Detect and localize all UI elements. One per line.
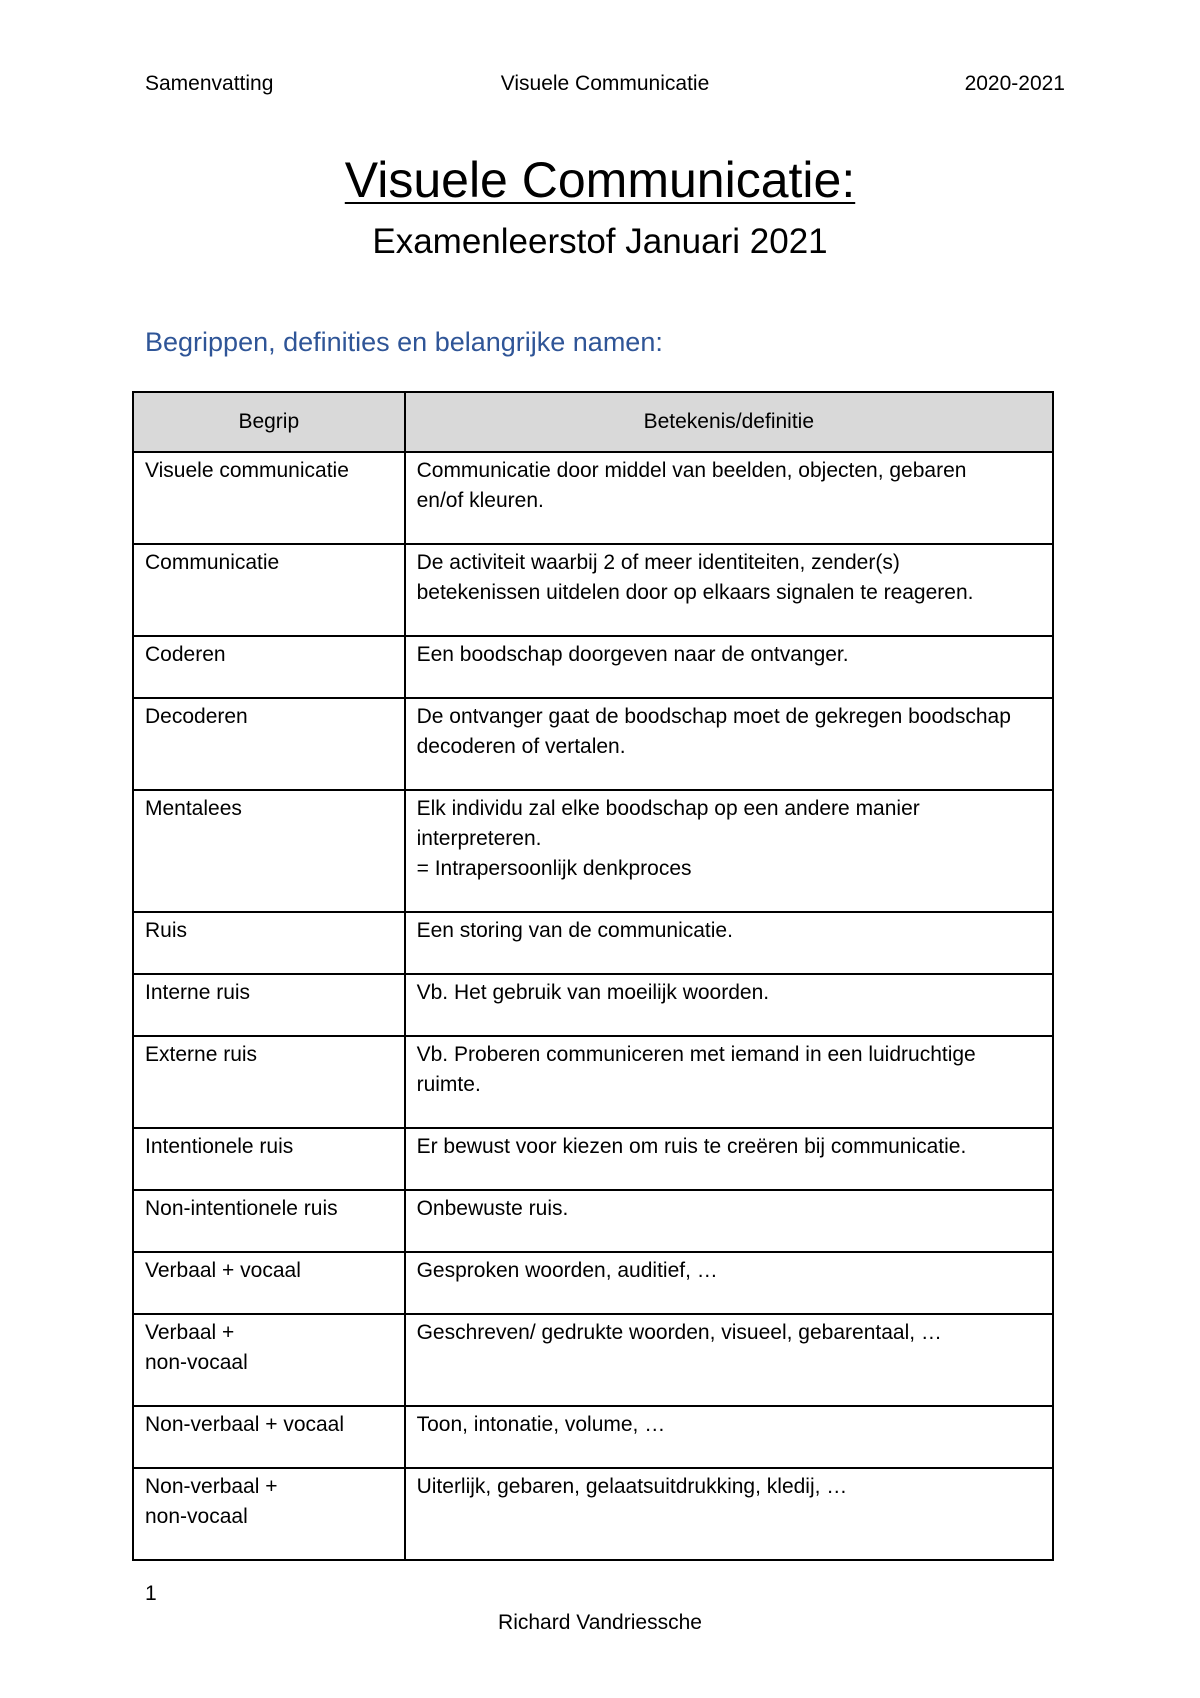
definition-cell: [405, 790, 1053, 912]
definition-text: Een boodschap doorgeven naar de ontvanger.: [416, 643, 849, 666]
definition-cell: [405, 1036, 1053, 1128]
table-row: [133, 1468, 1053, 1560]
definition-text: Onbewuste ruis.: [416, 1197, 569, 1220]
term-cell: [133, 1406, 405, 1468]
definition-text: Vb. Proberen communiceren met iemand in een luidruchtige: [416, 1043, 976, 1066]
definition-cell: [405, 1406, 1053, 1468]
term-text: Externe ruis: [145, 1043, 258, 1066]
column-header-definition: Betekenis/definitie: [405, 392, 1053, 452]
term-text: Visuele communicatie: [145, 459, 349, 482]
table-row: [133, 544, 1053, 636]
page-header: [145, 72, 1065, 102]
table-row: [133, 1252, 1053, 1314]
definition-text: Er bewust voor kiezen om ruis te creëren bij communicatie.: [416, 1135, 967, 1158]
document-title: Visuele Communicatie:: [344, 152, 856, 208]
definition-text: Elk individu zal elke boodschap op een andere manier: [416, 797, 920, 820]
section-heading: Begrippen, definities en belangrijke namen:: [145, 327, 663, 357]
term-cell: [133, 636, 405, 698]
table-row: [133, 1190, 1053, 1252]
definition-cell: [405, 452, 1053, 544]
table-row: [133, 636, 1053, 698]
table-row: [133, 1406, 1053, 1468]
term-cell: [133, 790, 405, 912]
header-center: Visuele Communicatie: [500, 72, 710, 95]
table-row: [133, 974, 1053, 1036]
definition-text: Gesproken woorden, auditief, …: [416, 1259, 718, 1282]
header-right: 2020-2021: [964, 72, 1065, 95]
definition-text: decoderen of vertalen.: [416, 735, 626, 758]
term-text: Non-intentionele ruis: [145, 1197, 338, 1220]
term-text: Intentionele ruis: [145, 1135, 294, 1158]
term-text: Verbaal + vocaal: [145, 1259, 301, 1282]
term-text: Mentalees: [145, 797, 242, 820]
term-text: Interne ruis: [145, 981, 251, 1004]
definition-text: De activiteit waarbij 2 of meer identiteiten, zender(s): [416, 551, 900, 574]
term-text: Verbaal +: [145, 1321, 235, 1344]
table-row: [133, 452, 1053, 544]
definition-cell: [405, 544, 1053, 636]
term-text: Non-verbaal + vocaal: [145, 1413, 345, 1436]
definition-text: Geschreven/ gedrukte woorden, visueel, gebarentaal, …: [416, 1321, 942, 1344]
term-cell: [133, 1036, 405, 1128]
table-row: [133, 1314, 1053, 1406]
term-cell: [133, 1128, 405, 1190]
term-text: Ruis: [145, 919, 188, 942]
table-row: [133, 790, 1053, 912]
definition-cell: [405, 1128, 1053, 1190]
term-text: non-vocaal: [145, 1505, 248, 1528]
definition-text: Toon, intonatie, volume, …: [416, 1413, 666, 1436]
table-header-row: [133, 392, 1053, 452]
term-cell: [133, 1314, 405, 1406]
definition-text: Een storing van de communicatie.: [416, 919, 733, 942]
term-text: Non-verbaal +: [145, 1475, 278, 1498]
table-row: [133, 912, 1053, 974]
table-row: [133, 698, 1053, 790]
document-subtitle: Examenleerstof Januari 2021: [372, 222, 828, 261]
definition-cell: [405, 1314, 1053, 1406]
term-cell: [133, 912, 405, 974]
definition-cell: [405, 912, 1053, 974]
table-row: [133, 1036, 1053, 1128]
page-number: 1: [145, 1582, 157, 1605]
term-cell: [133, 1252, 405, 1314]
header-left: Samenvatting: [145, 72, 274, 95]
definition-text: De ontvanger gaat de boodschap moet de gekregen boodschap: [416, 705, 1011, 728]
definition-cell: [405, 974, 1053, 1036]
term-cell: [133, 698, 405, 790]
definition-text: ruimte.: [416, 1073, 481, 1096]
term-cell: [133, 452, 405, 544]
definition-cell: [405, 1190, 1053, 1252]
definition-text: betekenissen uitdelen door op elkaars signalen te reageren.: [416, 581, 974, 604]
definition-text: Uiterlijk, gebaren, gelaatsuitdrukking, kledij, …: [416, 1475, 848, 1498]
definition-cell: [405, 636, 1053, 698]
term-text: non-vocaal: [145, 1351, 248, 1374]
term-cell: [133, 1468, 405, 1560]
definition-text: Communicatie door middel van beelden, objecten, gebaren: [416, 459, 967, 482]
term-cell: [133, 544, 405, 636]
column-header-term: Begrip: [133, 392, 405, 452]
term-text: Communicatie: [145, 551, 280, 574]
definition-cell: [405, 1468, 1053, 1560]
definition-text: interpreteren.: [416, 827, 542, 850]
definition-text: = Intrapersoonlijk denkproces: [416, 857, 692, 880]
definition-cell: [405, 698, 1053, 790]
term-cell: [133, 1190, 405, 1252]
terms-table: [132, 391, 1054, 1561]
table-row: [133, 1128, 1053, 1190]
term-text: Decoderen: [145, 705, 248, 728]
definition-text: Vb. Het gebruik van moeilijk woorden.: [416, 981, 770, 1004]
term-text: Coderen: [145, 643, 226, 666]
definition-text: en/of kleuren.: [416, 489, 544, 512]
term-cell: [133, 974, 405, 1036]
definition-cell: [405, 1252, 1053, 1314]
footer-author: Richard Vandriessche: [498, 1611, 702, 1634]
